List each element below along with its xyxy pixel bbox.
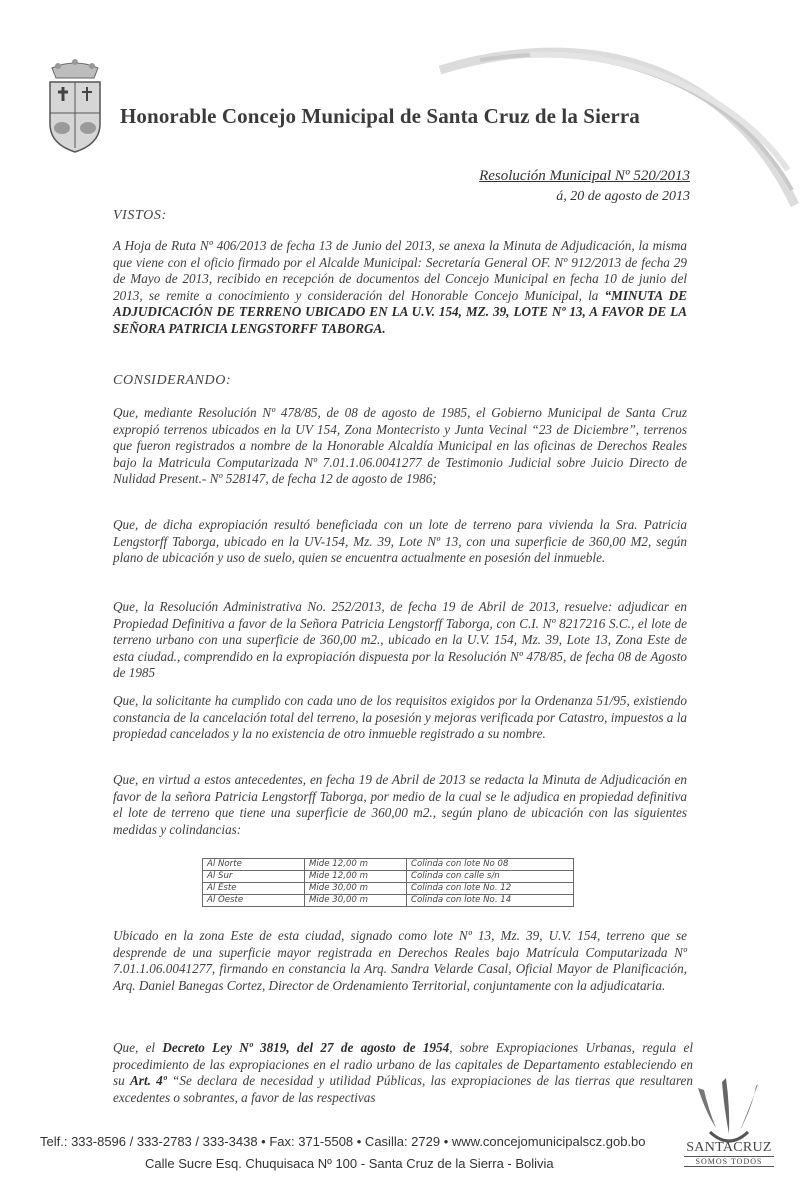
table-row <box>203 895 574 907</box>
decreto-ley-reference: Decreto Ley Nº 3819, del 27 de agosto de 1954 <box>162 1040 450 1055</box>
table-row <box>203 883 574 895</box>
resolution-date: á, 20 de agosto de 2013 <box>556 189 690 204</box>
table-cell: Mide 12,00 m <box>305 871 407 883</box>
considerando-paragraph-4: Que, la solicitante ha cumplido con cada uno de los requisitos exigidos por la Ordenanza 51/95, existiendo constancia de la cancelación total del terreno, la posesión y mejoras verificada por Catastro, impuestos a la propiedad cancelados y la no existencia de otro inmueble registrado a su nombre. <box>113 693 687 742</box>
table-cell: Colinda con lote No. 12 <box>407 883 574 895</box>
considerando-paragraph-3: Que, la Resolución Administrativa No. 252/2013, de fecha 19 de Abril de 2013, resuelve: adjudicar en Propiedad Definitiva a favor de la Señora Patricia Lengstorff Taborga, con C.I. Nº 8217216 S.C., el lote de terreno urbano con una superficie de 360,00 m2., ubicado en la U.V. 154, Mz. 39, Lote 13, Zona Este de esta ciudad., comprendido en la expropiación dispuesta por la Resolución Nº 478/85, de fecha 08 de Agosto de 1985 <box>113 599 687 681</box>
table-cell: Colinda con lote No. 14 <box>407 895 574 907</box>
logo-line-1: SANTACRUZ <box>686 1140 772 1155</box>
municipal-crest-icon <box>44 58 106 154</box>
table-cell: Mide 30,00 m <box>305 883 407 895</box>
table-cell: Mide 12,00 m <box>305 859 407 871</box>
considerando-heading: CONSIDERANDO: <box>113 373 232 388</box>
vistos-strong-text: “MINUTA DE ADJUDICACIÓN DE TERRENO UBICADO EN LA U.V. 154, MZ. 39, LOTE Nº 13, A FAVOR DE LA SEÑORA PATRICIA LENGSTORFF TABORGA. <box>113 287 687 336</box>
p7-text-c: , sobre Expropiaciones Urbanas, regula el procedimiento de las expropiaciones en el radio urbano de las capitales de Departamento estableciendo en su <box>113 1040 694 1089</box>
medidas-table <box>202 858 574 907</box>
considerando-paragraph-5: Que, en virtud a estos antecedentes, en fecha 19 de Abril de 2013 se redacta la Minuta de Adjudicación en favor de la señora Patricia Lengstorff Taborga, por medio de la cual se le adjudica en propiedad definitiva el lote de terreno que tiene una superficie de 360,00 m2., según plano de ubicación con las siguientes medidas y colindancias: <box>113 772 687 837</box>
p7-text-a: Que, el <box>113 1040 163 1055</box>
table-cell: Al Este <box>203 883 305 895</box>
p7-text-e: “Se declara de necesidad y utilidad Públicas, las expropiaciones de las tierras que resultaren excedentes o sobrantes, a favor de las respectivas <box>113 1073 693 1105</box>
considerando-paragraph-2: Que, de dicha expropiación resultó beneficiada con un lote de terreno para vivienda la Sra. Patricia Lengstorff Taborga, ubicado en la UV-154, Mz. 39, Lote Nº 13, con una superficie de 360,00 M2, según plano de ubicación y uso de suelo, quien se encuentra actualmente en posesión del inmueble. <box>113 517 687 566</box>
resolution-number: Resolución Municipal Nº 520/2013 <box>479 168 690 184</box>
considerando-paragraph-1: Que, mediante Resolución Nº 478/85, de 08 de agosto de 1985, el Gobierno Municipal de Santa Cruz expropió terrenos ubicados en la UV 154, Zona Montecristo y Junta Vecinal “23 de Diciembre”, terrenos que fueron registrados a nombre de la Honorable Alcaldía Municipal en las oficinas de Derechos Reales bajo la Matricula Computarizada Nº 7.01.1.06.0041277 de Testimonio Judicial sobre Juicio Directo de Nulidad Present.- Nº 528147, de fecha 12 de agosto de 1986; <box>113 405 687 487</box>
table-cell: Al Norte <box>203 859 305 871</box>
article-reference: Art. 4º <box>130 1073 167 1089</box>
table-cell: Al Sur <box>203 871 305 883</box>
considerando-paragraph-6: Ubicado en la zona Este de esta ciudad, signado como lote Nº 13, Mz. 39, U.V. 154, terreno que se desprende de una superficie mayor registrada en Derechos Reales bajo Matrícula Computarizada Nº 7.01.1.06.0041277, firmando en constancia la Arq. Sandra Velarde Casal, Oficial Mayor de Planificación, Arq. Daniel Banegas Cortez, Director de Ordenamiento Territorial, conjuntamente con la adjudicataria. <box>113 928 687 993</box>
organization-title: Honorable Concejo Municipal de Santa Cruz de la Sierra <box>120 104 640 128</box>
vistos-heading: VISTOS: <box>113 208 167 223</box>
table-cell: Al Oeste <box>203 895 305 907</box>
santa-cruz-logo-text <box>676 1140 782 1167</box>
vistos-text: A Hoja de Ruta Nº 406/2013 de fecha 13 de Junio del 2013, se anexa la Minuta de Adjudicación, la misma que viene con el oficio firmado por el Alcalde Municipal: Secretaría General OF. Nº 912/2013 de fecha 29 de Mayo de 2013, recibido en recepción de documentos del Concejo Municipal en fecha 10 de junio del 2013, se remite a conocimiento y consideración del Honorable Concejo Municipal, la <box>113 238 687 303</box>
logo-line-2: SOMOS TODOS <box>684 1156 774 1167</box>
table-row <box>203 871 574 883</box>
table-row <box>203 859 574 871</box>
footer-address: Calle Sucre Esq. Chuquisaca Nº 100 - Santa Cruz de la Sierra - Bolivia <box>145 1156 554 1171</box>
considerando-paragraph-7 <box>113 1040 693 1106</box>
table-cell: Mide 30,00 m <box>305 895 407 907</box>
footer-contact: Telf.: 333-8596 / 333-2783 / 333-3438 • Fax: 371-5508 • Casilla: 2729 • www.concejomunicipalscz.gob.bo <box>40 1134 646 1149</box>
table-cell: Colinda con calle s/n <box>407 871 574 883</box>
vistos-paragraph <box>113 238 687 338</box>
table-cell: Colinda con lote No 08 <box>407 859 574 871</box>
